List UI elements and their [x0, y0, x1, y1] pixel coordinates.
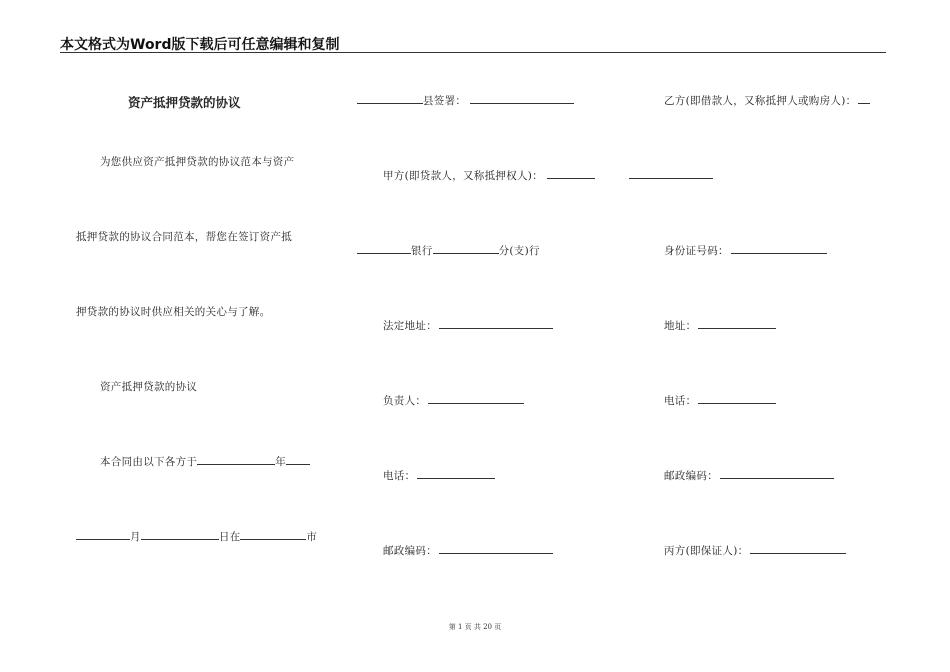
party-b-postcode-line	[664, 468, 834, 483]
party-c-line	[664, 543, 846, 558]
address-label: 地址：	[664, 320, 697, 332]
branch-label: 分(支)行	[498, 245, 540, 257]
date-line-2	[76, 529, 317, 544]
party-c-label: 丙方(即保证人)：	[664, 545, 749, 557]
party-b-postcode-blank[interactable]	[720, 468, 834, 479]
header-divider	[60, 52, 886, 53]
date-blank-1[interactable]	[197, 454, 275, 465]
party-b-phone-line	[664, 393, 776, 408]
person-in-charge-line	[383, 393, 524, 408]
bank-label: 银行	[411, 245, 433, 257]
party-b-postcode-label: 邮政编码：	[664, 470, 718, 482]
month-text: 月	[130, 531, 141, 543]
branch-blank[interactable]	[433, 243, 499, 254]
date-intro-text: 本合同由以下各方于	[100, 456, 198, 468]
day-blank[interactable]	[141, 529, 219, 540]
intro-line-2: 抵押贷款的协议合同范本，帮您在签订资产抵	[76, 231, 292, 243]
party-a-label: 甲方(即贷款人，又称抵押权人)：	[383, 170, 543, 182]
party-a-phone-line	[383, 468, 495, 483]
city-blank[interactable]	[240, 529, 306, 540]
party-a-blank[interactable]	[547, 168, 595, 179]
party-b-blank[interactable]	[858, 93, 870, 104]
address-blank[interactable]	[698, 318, 776, 329]
person-in-charge-blank[interactable]	[428, 393, 524, 404]
county-sign-line	[357, 93, 574, 108]
date-line-1	[100, 454, 310, 469]
page-number-footer: 第 1 页 共 20 页	[448, 623, 502, 631]
day-at-text: 日在	[218, 531, 241, 543]
id-number-label: 身份证号码：	[664, 245, 729, 257]
bank-blank[interactable]	[357, 243, 411, 254]
party-a-blank-2[interactable]	[629, 168, 713, 179]
party-b-phone-label: 电话：	[664, 395, 697, 407]
id-number-blank[interactable]	[731, 243, 827, 254]
party-c-blank[interactable]	[750, 543, 846, 554]
intro-line-3: 押贷款的协议时供应相关的关心与了解。	[76, 306, 271, 318]
sign-blank[interactable]	[470, 93, 574, 104]
party-b-line	[664, 93, 870, 108]
party-a-postcode-blank[interactable]	[439, 543, 553, 554]
party-a-phone-blank[interactable]	[417, 468, 495, 479]
contract-title: 资产抵押贷款的协议	[128, 95, 241, 110]
county-blank[interactable]	[357, 93, 423, 104]
id-number-line	[664, 243, 827, 258]
month-blank[interactable]	[76, 529, 130, 540]
legal-address-line	[383, 318, 553, 333]
party-a-line	[383, 168, 713, 183]
legal-address-label: 法定地址：	[383, 320, 437, 332]
section-subtitle: 资产抵押贷款的协议	[100, 381, 198, 393]
party-a-phone-label: 电话：	[383, 470, 416, 482]
county-sign-label: 县签署：	[423, 95, 467, 107]
year-blank[interactable]	[286, 454, 310, 465]
party-b-phone-blank[interactable]	[698, 393, 776, 404]
document-header-title: 本文格式为Word版下载后可任意编辑和复制	[60, 37, 340, 53]
address-line	[664, 318, 776, 333]
party-a-postcode-line	[383, 543, 553, 558]
party-b-label: 乙方(即借款人，又称抵押人或购房人)：	[664, 95, 857, 107]
city-text: 市	[306, 531, 318, 543]
year-text: 年	[275, 456, 287, 468]
person-in-charge-label: 负责人：	[383, 395, 427, 407]
legal-address-blank[interactable]	[439, 318, 553, 329]
bank-line	[357, 243, 540, 258]
intro-line-1: 为您供应资产抵押贷款的协议范本与资产	[100, 156, 295, 168]
party-a-postcode-label: 邮政编码：	[383, 545, 437, 557]
